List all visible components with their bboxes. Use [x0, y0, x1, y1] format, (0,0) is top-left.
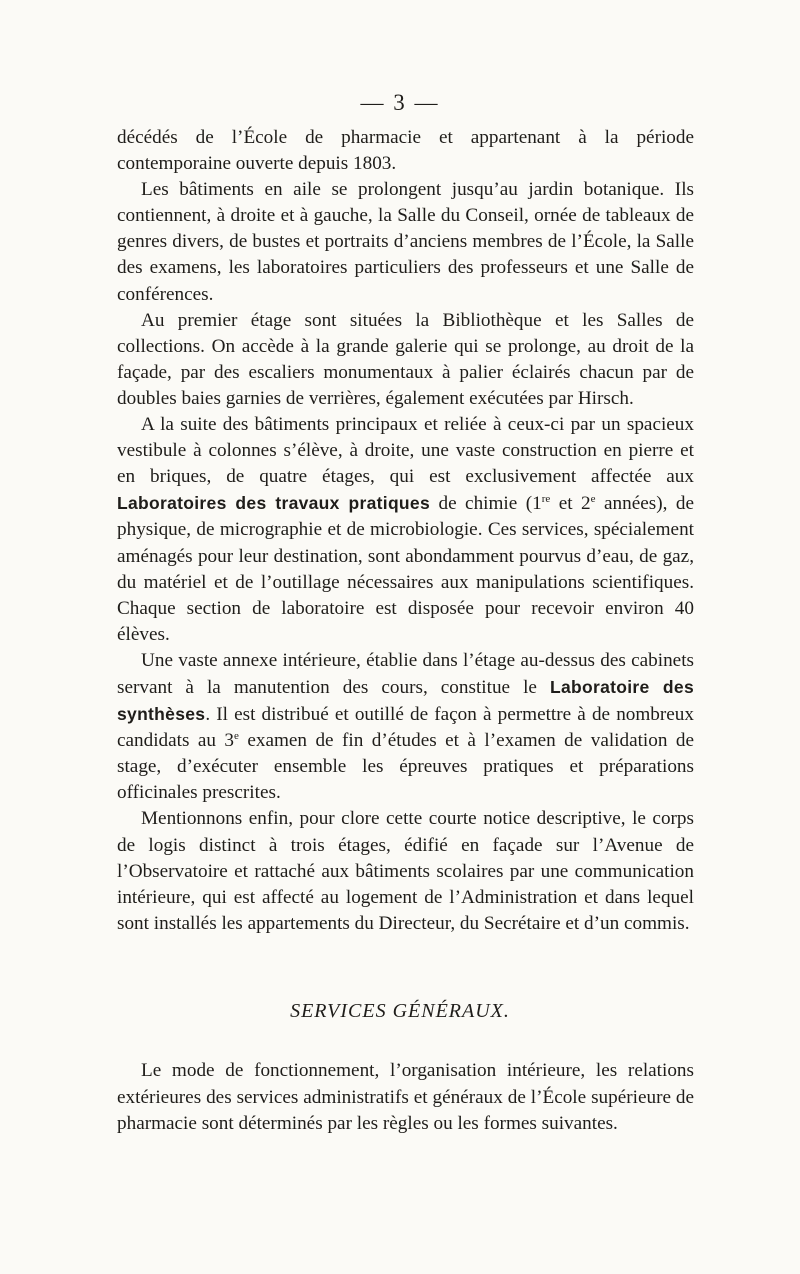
- paragraph-5-text-c: . Il est distribué et outillé de façon à permettre à de nombreux candidats au 3: [117, 704, 694, 752]
- closing-paragraph-container: [117, 1058, 694, 1138]
- paragraph-5-text-d: examen de fin d’études et à l’examen de validation de stage, d’exécuter ensemble les épreuves pratiques et préparations officinales prescrites.: [117, 730, 694, 804]
- paragraph-5-text-a: Une vaste annexe intérieure, établie dans l’étage au-dessus des cabinets servant à la manutention des cours, constitue le: [117, 649, 694, 698]
- paragraph-3: Au premier étage sont situées la Bibliothèque et les Salles de collections. On accède à la grande galerie qui se prolonge, au droit de la façade, par des escaliers monumentaux à palier éclairés chacun par de doubles baies garnies de verrières, également exécutées par Hirsch.: [117, 309, 694, 409]
- superscript-e-2: e: [234, 730, 239, 743]
- paragraph-4-text-c: de chimie (1: [430, 493, 542, 515]
- paragraph-4: [117, 412, 694, 648]
- paragraph-6: Mentionnons enfin, pour clore cette courte notice descriptive, le corps de logis distinct à trois étages, édifié en façade sur l’Avenue de l’Observatoire et rattaché aux bâtiments scolaires par une communication intérieure, qui est affecté au logement de l’Administration et dans lequel sont installés les appartements du Directeur, du Secrétaire et d’un commis.: [117, 808, 694, 934]
- page-number: — 3 —: [360, 90, 440, 115]
- laboratoire-syntheses-heading: Laboratoire des synthèses: [117, 676, 694, 725]
- paragraph-4-text-d: et 2: [550, 493, 591, 515]
- closing-paragraph: Le mode de fonctionnement, l’organisation intérieure, les relations extérieures des services administratifs et généraux de l’École supérieure de pharmacie sont déterminés par les règles ou les formes suivantes.: [117, 1060, 694, 1134]
- paragraph-4-text-a: A la suite des bâtiments principaux et reliée à ceux-ci par un spacieux vestibule à colonnes s’élève, à droite, une vaste construction en pierre et en briques, de quatre étages, qui est exclusivement affectée aux: [117, 414, 694, 488]
- superscript-e: e: [590, 493, 596, 506]
- laboratoires-travaux-pratiques-heading: Laboratoires des travaux pratiques: [117, 493, 430, 514]
- paragraph-1: décédés de l’École de pharmacie et appartenant à la période contemporaine ouverte depuis 1803.: [117, 127, 694, 175]
- paragraph-2: Les bâtiments en aile se prolongent jusqu’au jardin botanique. Ils contiennent, à droite et à gauche, la Salle du Conseil, ornée de tableaux de genres divers, de bustes et portraits d’anciens membres de l’École, la Salle des examens, les laboratoires particuliers des professeurs et une Salle de conférences.: [117, 179, 694, 305]
- section-title: SERVICES GÉNÉRAUX.: [290, 1000, 510, 1022]
- body-text: [117, 125, 694, 937]
- paragraph-5: [117, 648, 694, 807]
- superscript-re: re: [541, 493, 551, 506]
- paragraph-4-text-e: années), de physique, de micrographie et de microbiologie. Ces services, spécialement aménagés pour leur destination, sont abondamment pourvus d’eau, de gaz, du matériel et de l’outillage nécessaires aux manipulations scientifiques. Chaque section de laboratoire est disposée pour recevoir environ 40 élèves.: [117, 493, 694, 645]
